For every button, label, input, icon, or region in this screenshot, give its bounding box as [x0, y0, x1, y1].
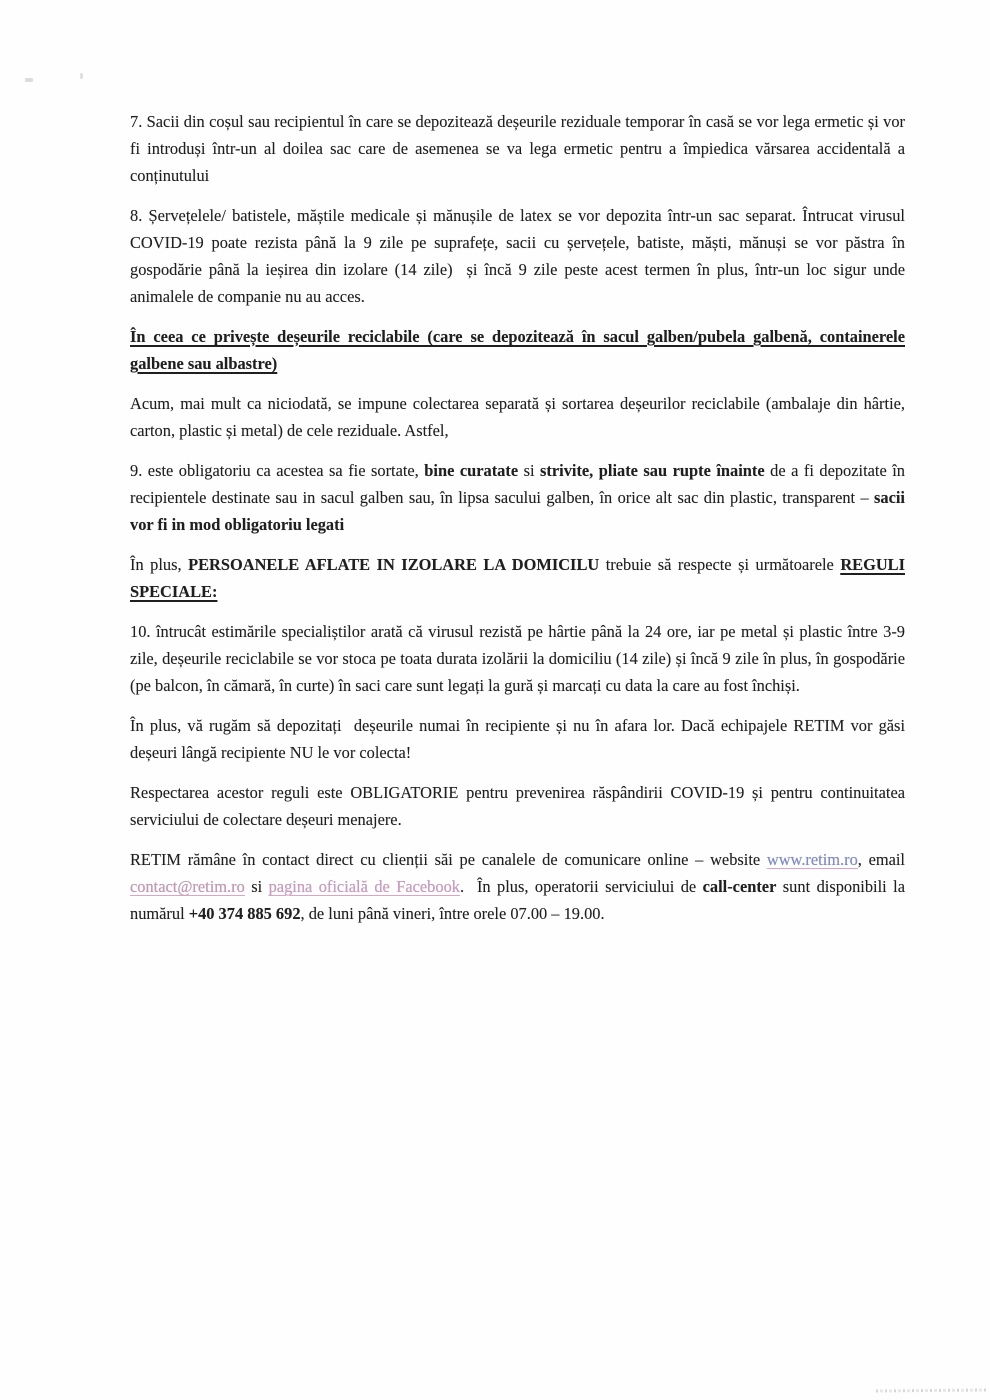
text-run: În plus, vă rugăm să depozitați deșeurile numai în recipiente și nu în afara lor. Dacă echipajele RETIM vor găsi deșeuri lângă recipiente NU le vor colecta! [130, 716, 905, 762]
text-run: de a fi depozitate în recipientele destinate sau in sacul galben sau, în lipsa sacului galben, în orice alt sac din plastic, transparent – [130, 461, 905, 507]
text-run: Respectarea acestor reguli este OBLIGATORIE pentru prevenirea răspândirii COVID-19 și pentru continuitatea serviciului de colectare deșeuri menajere. [130, 783, 905, 829]
bold-text: +40 374 885 692 [188, 904, 301, 923]
bold-text: bine curatate [424, 461, 519, 480]
para-isolation-intro [130, 551, 905, 605]
text-run: trebuie să respecte și următoarele [599, 555, 841, 574]
para-7-residual-bags [130, 108, 905, 189]
scan-speck [80, 73, 83, 79]
text-run: 8. Șervețelele/ batistele, măștile medicale și mănușile de latex se vor depozita într-un sac separat. Întrucat virusul COVID-19 poate rezista până la 9 zile pe suprafețe, sacii cu șervețele, batiste, măști, mănuși se vor păstra în gospodărie până la ieșirea din izolare (14 zile) și încă 9 zile peste acest termen în plus, într-un loc sigur unde animalele de companie nu au acces. [130, 206, 905, 306]
bold-text: call-center [702, 877, 777, 896]
bold-text: sacii vor fi in mod obligatoriu legati [130, 488, 905, 534]
text-run: sunt disponibili la numărul [130, 877, 905, 923]
text-run: 9. este obligatoriu ca acestea sa fie sortate, [130, 461, 425, 480]
website-link[interactable]: www.retim.ro [766, 850, 858, 869]
text-run: , email [857, 850, 905, 869]
para-10-storage-duration [130, 618, 905, 699]
text-run: Acum, mai mult ca niciodată, se impune colectarea separată și sortarea deșeurilor reciclabile (ambalaje din hârtie, carton, plastic și metal) de cele reziduale. Astfel, [130, 394, 905, 440]
text-run: 10. întrucât estimările specialiștilor arată că virusul rezistă pe hârtie până la 24 ore, iar pe metal și plastic între 3-9 zile, deșeurile reciclabile se vor stoca pe toata durata izolării la domiciliu (14 zile) și încă 9 zile în plus, în gospodărie (pe balcon, în cămară, în curte) în saci care sunt legați la gură și marcați cu data la care au fost închiși. [130, 622, 905, 695]
para-8-tissues-masks [130, 202, 905, 310]
para-acum-separate-collection [130, 390, 905, 444]
scan-artifact-line [876, 1389, 988, 1393]
heading-recyclable-waste [130, 323, 905, 377]
bold-text: strivite, pliate sau rupte înainte [540, 461, 765, 480]
text-run: si [518, 461, 541, 480]
text-run: În plus, [130, 555, 189, 574]
bold-text: PERSOANELE AFLATE IN IZOLARE LA DOMICILU [188, 555, 600, 574]
document-body [130, 108, 905, 940]
bold-underlined-text: În ceea ce privește deșeurile reciclabile (care se depozitează în sacul galben/pubela galbenă, containerele galbene sau albastre) [130, 327, 905, 373]
bold-underlined-text: REGULI SPECIALE: [130, 555, 905, 601]
text-run: si [244, 877, 269, 896]
para-9-sorting-rules [130, 457, 905, 538]
para-contact-info [130, 846, 905, 927]
text-run: . În plus, operatorii serviciului de [459, 877, 703, 896]
email-link[interactable]: contact@retim.ro [130, 877, 245, 896]
scan-speck [25, 78, 33, 82]
text-run: RETIM rămâne în contact direct cu clienții săi pe canalele de comunicare online – website [130, 850, 767, 869]
text-run: 7. Sacii din coșul sau recipientul în care se depozitează deșeurile reziduale temporar în casă se vor lega ermetic și vor fi introduși într-un al doilea sac care de asemenea se va lega ermetic pentru a împiedica vărsarea accidentală a conținutului [130, 112, 905, 185]
text-run: , de luni până vineri, între orele 07.00 – 19.00. [300, 904, 605, 923]
para-compliance-obligatory [130, 779, 905, 833]
facebook-page-link[interactable]: pagina oficială de Facebook [268, 877, 460, 896]
para-containers-only [130, 712, 905, 766]
